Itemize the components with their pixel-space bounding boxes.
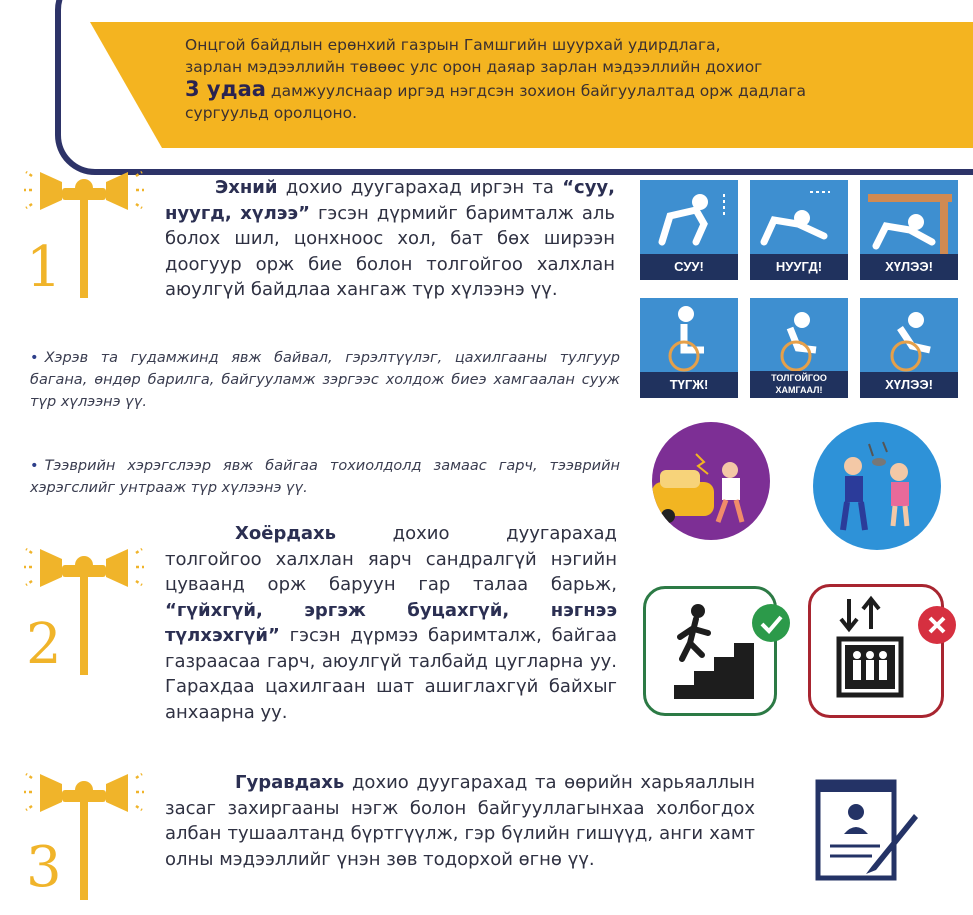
step-1-text <box>165 175 615 303</box>
label-lock: ТҮГЖ! <box>640 372 738 398</box>
wheelchair-wait-icon <box>860 298 958 372</box>
step-number-1: 1 <box>26 235 62 300</box>
label-protect-line1: ТОЛГОЙГОО <box>771 373 827 383</box>
step-3-text <box>165 770 755 872</box>
step-number-3: 3 <box>26 835 62 900</box>
bullet-2-text: Тээврийн хэрэгслээр явж байгаа тохиолдолд замаас гарч, тээврийн хэрэгслийг унтрааж түр хүлээнэ үү. <box>30 458 620 496</box>
step-1-rule: “суу, нуугд, хүлээ” <box>165 177 615 224</box>
label-protect-line2: ХАМГААЛ! <box>775 385 823 395</box>
label-cover: НУУГД! <box>750 254 848 280</box>
header-line-3: дамжуулснаар иргэд нэгдсэн зохион байгуулалтад орж дадлага <box>265 82 806 100</box>
header-count: 3 удаа <box>185 77 266 101</box>
check-icon <box>752 604 790 642</box>
lock-pictogram <box>640 298 738 398</box>
drop-pictogram <box>640 180 738 280</box>
registration-form-icon <box>810 774 926 886</box>
step-1-lead: Эхний <box>215 177 278 198</box>
label-wait: ХҮЛЭЭ! <box>860 372 958 398</box>
step-2-after: гэсэн дүрмээ баримталж, байгаа газраасаа гарч, аюулгүй талбайд цугларна уу. Гарахдаа цахилгаан шат ашиглахгүй байхыг анхаарна уу. <box>165 625 617 723</box>
elevator-card <box>808 584 944 718</box>
wheelchair-icon <box>640 298 738 372</box>
car-accident-icon <box>652 422 770 540</box>
header-line-4: сургуульд оролцоно. <box>185 104 357 122</box>
step-3-body: дохио дуугарахад та өөрийн харьяаллын засаг захиргааны нэгж болон байгууллагынхаа холбогдох албан тушаалтанд бүртгүүлж, гэр бүлийн гишүүд, анги хамт олны мэдээллийг үнэн зөв тодорхой өгнө үү. <box>165 772 755 870</box>
wait-pictogram <box>860 298 958 398</box>
cross-icon <box>918 606 956 644</box>
header-line-2: зарлан мэдээллийн төвөөс улс орон даяар зарлан мэдээллийн дохиог <box>185 58 763 76</box>
header-line-1: Онцгой байдлын ерөнхий газрын Гамшгийн шуурхай удирдлага, <box>185 36 721 54</box>
step-3-lead: Гуравдахь <box>235 772 345 793</box>
step-2-before: дохио дуугарахад толгойгоо халхлан яарч сандралгүй нэгийн цуваанд орж баруун гар талаа барьж, <box>165 523 617 595</box>
step-1-after: гэсэн дүрмийг баримталж аль болох шил, цонхноос хол, бат бөх ширээн доогуур орж бие болон толгойгоо халхлан аюулгүй байдлаа хангаж түр хүлээнэ үү. <box>165 202 615 300</box>
bullet-2: • Тээврийн хэрэгслээр явж байгаа тохиолдолд замаас гарч, тээврийн хэрэгслийг унтрааж түр хүлээнэ үү. <box>30 458 620 496</box>
step-2-lead: Хоёрдахь <box>235 523 337 544</box>
step-1-before: дохио дуугарахад иргэн та <box>277 177 563 198</box>
bullet-1: • Хэрэв та гудамжинд явж байвал, гэрэлтүүлэг, цахилгааны тулгуур багана, өндөр барилга, байгууламж зэргээс холдож биеэ хамгаалан сууж түр хүлээнэ үү. <box>30 350 620 410</box>
covering-person-icon <box>750 180 848 254</box>
step-2-rule: “гүйхгүй, эргэж буцахгүй, нэгнээ түлхэхгүй” <box>165 599 617 646</box>
falling-objects-icon <box>813 422 941 550</box>
bullet-1-text: Хэрэв та гудамжинд явж байвал, гэрэлтүүлэг, цахилгааны тулгуур багана, өндөр барилга, байгууламж зэргээс холдож биеэ хамгаалан сууж түр хүлээнэ үү. <box>30 350 620 410</box>
crouching-person-icon <box>640 180 738 254</box>
label-drop: СУУ! <box>640 254 738 280</box>
label-hold: ХҮЛЭЭ! <box>860 254 958 280</box>
step-2-text <box>165 521 617 725</box>
protect-head-pictogram <box>750 298 848 398</box>
hold-pictogram <box>860 180 958 280</box>
step-number-2: 2 <box>26 612 62 677</box>
under-table-icon <box>860 180 958 254</box>
header-text <box>185 34 945 124</box>
label-protect-head <box>750 371 848 398</box>
cover-pictogram <box>750 180 848 280</box>
wheelchair-protect-icon <box>750 298 848 372</box>
